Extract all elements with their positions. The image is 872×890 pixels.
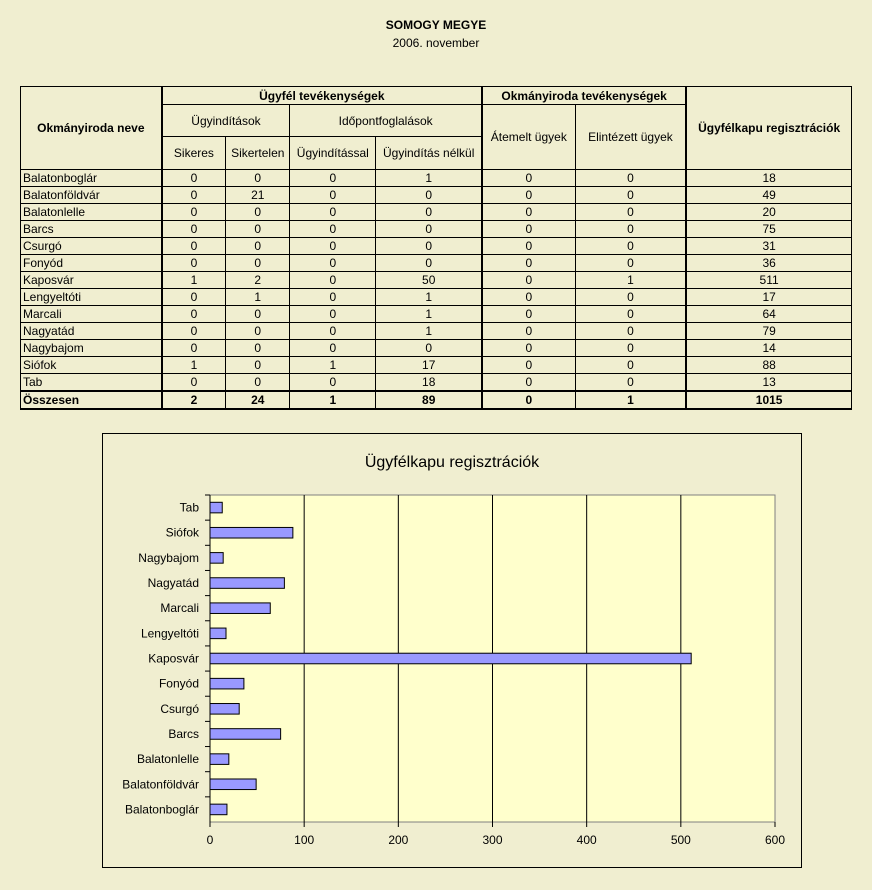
header-sikertelen: Sikertelen (226, 137, 290, 170)
table-row (21, 340, 852, 357)
category-label: Balatonlelle (136, 752, 199, 767)
sikertelen-cell: 21 (226, 187, 290, 204)
x-tick-label: 200 (388, 833, 409, 847)
x-tick-label: 300 (482, 833, 503, 847)
bar-kaposvár (210, 653, 691, 664)
kapu-cell: 36 (686, 255, 851, 272)
sikeres-cell: 0 (162, 289, 226, 306)
sikeres-cell: 1 (162, 357, 226, 374)
atemelt-cell: 0 (482, 374, 575, 392)
nelkul-cell: 0 (376, 340, 482, 357)
kapu-cell: 18 (686, 170, 851, 187)
header-sikeres: Sikeres (162, 137, 226, 170)
x-tick-label: 600 (764, 833, 786, 847)
bar-tab (210, 502, 222, 513)
sikertelen-cell: 0 (226, 238, 290, 255)
sikertelen-cell: 0 (226, 357, 290, 374)
office-name-cell: Lengyeltóti (21, 289, 162, 306)
bar-lengyeltóti (210, 628, 226, 639)
sikertelen-cell: 0 (226, 204, 290, 221)
table-row (21, 289, 852, 306)
elintezett-cell: 0 (575, 187, 686, 204)
table-row (21, 238, 852, 255)
bar-marcali (210, 603, 270, 614)
chart-panel (102, 433, 802, 868)
ugyinditassal-cell: 0 (290, 187, 376, 204)
category-label: Siófok (165, 525, 199, 540)
x-tick-label: 400 (576, 833, 597, 847)
elintezett-cell: 0 (575, 204, 686, 221)
nelkul-cell: 50 (376, 272, 482, 289)
atemelt-cell: 0 (482, 289, 575, 306)
kapu-cell: 75 (686, 221, 851, 238)
nelkul-cell: 89 (376, 391, 482, 409)
sikeres-cell: 0 (162, 340, 226, 357)
elintezett-cell: 0 (575, 374, 686, 392)
elintezett-cell: 0 (575, 306, 686, 323)
bar-chart (103, 434, 801, 867)
category-label: Nagyatád (147, 576, 199, 591)
category-label: Csurgó (160, 701, 199, 716)
nelkul-cell: 0 (376, 204, 482, 221)
statistics-table (20, 86, 852, 410)
sikertelen-cell: 0 (226, 221, 290, 238)
atemelt-cell: 0 (482, 391, 575, 409)
ugyinditassal-cell: 0 (290, 323, 376, 340)
atemelt-cell: 0 (482, 238, 575, 255)
ugyinditassal-cell: 0 (290, 238, 376, 255)
ugyinditassal-cell: 0 (290, 289, 376, 306)
ugyinditassal-cell: 1 (290, 357, 376, 374)
kapu-cell: 1015 (686, 391, 851, 409)
ugyinditassal-cell: 0 (290, 255, 376, 272)
office-name-cell: Balatonboglár (21, 170, 162, 187)
category-label: Nagybajom (138, 550, 199, 565)
office-name-cell: Kaposvár (21, 272, 162, 289)
nelkul-cell: 17 (376, 357, 482, 374)
header-atemelt: Átemelt ügyek (482, 105, 575, 170)
table-row (21, 255, 852, 272)
table-row (21, 323, 852, 340)
table-row (21, 272, 852, 289)
nelkul-cell: 0 (376, 221, 482, 238)
chart-title: Ügyfélkapu regisztrációk (364, 454, 540, 471)
table-row (21, 204, 852, 221)
atemelt-cell: 0 (482, 357, 575, 374)
nelkul-cell: 0 (376, 238, 482, 255)
sikertelen-cell: 0 (226, 323, 290, 340)
elintezett-cell: 0 (575, 289, 686, 306)
office-name-cell: Nagyatád (21, 323, 162, 340)
table-row (21, 306, 852, 323)
elintezett-cell: 0 (575, 221, 686, 238)
table-row (21, 221, 852, 238)
elintezett-cell: 0 (575, 238, 686, 255)
category-label: Marcali (160, 601, 199, 616)
office-name-cell: Barcs (21, 221, 162, 238)
kapu-cell: 17 (686, 289, 851, 306)
sikeres-cell: 0 (162, 238, 226, 255)
nelkul-cell: 1 (376, 323, 482, 340)
sikertelen-cell: 0 (226, 255, 290, 272)
ugyinditassal-cell: 0 (290, 170, 376, 187)
atemelt-cell: 0 (482, 221, 575, 238)
atemelt-cell: 0 (482, 306, 575, 323)
atemelt-cell: 0 (482, 323, 575, 340)
atemelt-cell: 0 (482, 272, 575, 289)
atemelt-cell: 0 (482, 204, 575, 221)
header-idopontfoglalasok: Időpontfoglalások (290, 105, 482, 137)
ugyinditassal-cell: 0 (290, 204, 376, 221)
atemelt-cell: 0 (482, 187, 575, 204)
bar-nagyatád (210, 578, 284, 589)
ugyinditassal-cell: 0 (290, 340, 376, 357)
sikertelen-cell: 24 (226, 391, 290, 409)
office-name-cell: Tab (21, 374, 162, 392)
x-tick-label: 500 (670, 833, 691, 847)
sikeres-cell: 0 (162, 204, 226, 221)
atemelt-cell: 0 (482, 170, 575, 187)
header-elintezett: Elintézett ügyek (575, 105, 686, 170)
page-subtitle: 2006. november (392, 36, 480, 50)
sikeres-cell: 0 (162, 187, 226, 204)
kapu-cell: 49 (686, 187, 851, 204)
category-label: Balatonboglár (124, 802, 199, 817)
bar-csurgó (210, 704, 239, 715)
category-label: Fonyód (158, 676, 199, 691)
kapu-cell: 88 (686, 357, 851, 374)
elintezett-cell: 1 (575, 391, 686, 409)
sikertelen-cell: 0 (226, 340, 290, 357)
table-row (21, 374, 852, 392)
nelkul-cell: 0 (376, 255, 482, 272)
office-name-cell: Balatonlelle (21, 204, 162, 221)
sikeres-cell: 0 (162, 323, 226, 340)
sikeres-cell: 2 (162, 391, 226, 409)
sikertelen-cell: 1 (226, 289, 290, 306)
sikeres-cell: 0 (162, 255, 226, 272)
ugyinditassal-cell: 0 (290, 272, 376, 289)
kapu-cell: 14 (686, 340, 851, 357)
sikertelen-cell: 0 (226, 374, 290, 392)
ugyinditassal-cell: 1 (290, 391, 376, 409)
bar-barcs (210, 729, 281, 740)
category-label: Balatonföldvár (122, 777, 199, 792)
sikeres-cell: 1 (162, 272, 226, 289)
bar-nagybajom (210, 553, 223, 564)
table-total-row (21, 391, 852, 409)
sikeres-cell: 0 (162, 221, 226, 238)
header-office-name: Okmányiroda neve (21, 87, 162, 170)
category-label: Kaposvár (148, 651, 199, 666)
nelkul-cell: 1 (376, 170, 482, 187)
elintezett-cell: 0 (575, 170, 686, 187)
kapu-cell: 79 (686, 323, 851, 340)
category-label: Tab (179, 500, 199, 515)
nelkul-cell: 18 (376, 374, 482, 392)
bar-balatonlelle (210, 754, 229, 765)
elintezett-cell: 0 (575, 340, 686, 357)
category-label: Barcs (168, 726, 199, 741)
bar-balatonföldvár (210, 779, 256, 790)
nelkul-cell: 1 (376, 289, 482, 306)
office-name-cell: Marcali (21, 306, 162, 323)
ugyinditassal-cell: 0 (290, 374, 376, 392)
ugyinditassal-cell: 0 (290, 221, 376, 238)
header-kapu: Ügyfélkapu regisztrációk (686, 87, 851, 170)
kapu-cell: 511 (686, 272, 851, 289)
header-ugyinditasok: Ügyindítások (162, 105, 290, 137)
x-tick-label: 0 (206, 833, 214, 847)
header-ugyinditas-nelkul: Ügyindítás nélkül (376, 137, 482, 170)
nelkul-cell: 0 (376, 187, 482, 204)
kapu-cell: 64 (686, 306, 851, 323)
kapu-cell: 13 (686, 374, 851, 392)
bar-balatonboglár (210, 804, 227, 815)
kapu-cell: 20 (686, 204, 851, 221)
elintezett-cell: 0 (575, 323, 686, 340)
office-name-cell: Összesen (21, 391, 162, 409)
sikeres-cell: 0 (162, 170, 226, 187)
nelkul-cell: 1 (376, 306, 482, 323)
bar-siófok (210, 527, 293, 538)
sikertelen-cell: 0 (226, 170, 290, 187)
sikeres-cell: 0 (162, 374, 226, 392)
elintezett-cell: 0 (575, 255, 686, 272)
office-name-cell: Balatonföldvár (21, 187, 162, 204)
office-name-cell: Siófok (21, 357, 162, 374)
header-office-activities: Okmányiroda tevékenységek (482, 87, 686, 105)
sikertelen-cell: 2 (226, 272, 290, 289)
office-name-cell: Fonyód (21, 255, 162, 272)
sikeres-cell: 0 (162, 306, 226, 323)
page-title: SOMOGY MEGYE (385, 18, 487, 32)
bar-fonyód (210, 678, 244, 689)
atemelt-cell: 0 (482, 340, 575, 357)
sikertelen-cell: 0 (226, 306, 290, 323)
office-name-cell: Csurgó (21, 238, 162, 255)
kapu-cell: 31 (686, 238, 851, 255)
x-tick-label: 100 (294, 833, 315, 847)
elintezett-cell: 0 (575, 357, 686, 374)
table-row (21, 187, 852, 204)
ugyinditassal-cell: 0 (290, 306, 376, 323)
table-row (21, 357, 852, 374)
office-name-cell: Nagybajom (21, 340, 162, 357)
header-ugyinditassal: Ügyindítással (290, 137, 376, 170)
header-client-activities: Ügyfél tevékenységek (162, 87, 482, 105)
elintezett-cell: 1 (575, 272, 686, 289)
atemelt-cell: 0 (482, 255, 575, 272)
table-row (21, 170, 852, 187)
category-label: Lengyeltóti (140, 626, 199, 641)
